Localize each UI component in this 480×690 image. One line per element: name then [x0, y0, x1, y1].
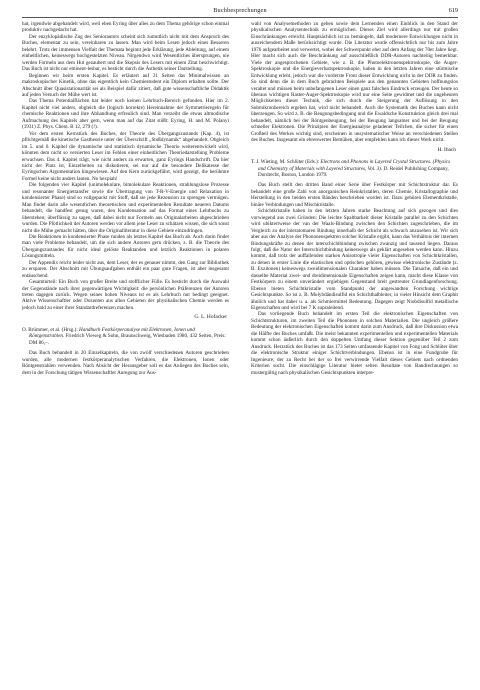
reviewer-signature: G. L. Hofacker — [194, 314, 227, 321]
paragraph: Die Reaktionen in kondensierter Phase runden als letztes Kapitel das Buch ab. Auch darin findet man viele Probleme behandelt, um die sich andere Autoren gern drücken, z. B. die Theorie des Übergangszustandes für nicht ideal gelöste Reaktanden und letzlich Reaktionen in polaren Lösungsmitteln. — [22, 233, 229, 260]
paragraph: Schichtkristalle haben in den letzten Jahren starke Beachtung auf sich gezogen und dies vorwiegend aus zwei Gründen: Die leichte Spaltbarkeit dieser Kristalle parallel zu den Schichten wird ubiktertweise der van der Waals-Bindung zwischen den Schichten zugeschrieben, die im Vergleich zu der interatomaren Bindung innerhalb der Schicht als schwach anzusehen ist. Wir sich aber aus der Analyse der Phononenspektren solcher Kristalle ergibt, kann das Verhältnis der internen Bindungskräfte zu denen der interschichtbindung zwischen zwanzig und tausend liegen. Daraus folgt, daß die Natur der Interschichtbindung keineswegs als geklärt angesehen werden kann. Hinzu kommt, daß trotz der auffallenden starken Anisotropie vieler Eigenschaften von Schichtkristallen, zu denen in erster Linie die elastischen und optischen gehören, gewisse elektronische Zustände (z. B. Exzitonen) keineswegs zweidimensionalen Charakter haben müssen. Die Tatsache, daß ein und dasselbe Material zwei- und dreidimensionale Eigenschaften zeigen kann, macht diese Klasse von Festkörpern zu einem unverändert ergiebigen Gegenstand breit gestreuter Grundlagenforschung. Ebenso bieten Schichtkristalle vom Standpunkt der angewandten Forschung wichtige Gesichtspunkte. So ist z. B. Molybdändisulfid ein Schichthalbleiter, in vieler Hinsicht dem Graphit ähnlich und hat daher u. a. als Schmiermittel Bedeutung. Dagegen zeigt Niobdisulfid metallische Eigenschaften und wird bei 7 K supraleitend. — [251, 208, 458, 312]
paragraph: Das vorliegende Buch behandelt im ersten Teil die elektronischen Eigenschaften von Schichtstrukturen, im zweiten Teil die Phononen in solchen Materialien. Die ungleich größere Bedeutung der elektronischen Eigenschaften kommt darin zum Ausdruck, daß ihre Diskussion etwa die Hälfte des Buches umfaßt. Die meist bekannten experimentellen und experimentellen Materials kommt schon äußerlich durch den doppelten Umfang dieser Sektion gegenüber Teil 2 zum Ausdruck. Herzstück des Buches ist das 173 Seiten umfassende Kapitel von Fong und Schlüter über die elektronische Struktur einiger Schichtverbindungen. Ebenso ist in eine Fundgrube für Ingenieure, der zu Recht bei der so frei verwirrende Vielfalt dieses Gebiets nach ordnenden Kriterien sucht. Die einschlägige Literatur bietet selten Resultate von Bandrechnungen so mustergültig nach physikalischen Gesichtspunkten interpre- — [251, 311, 458, 376]
paragraph: hat, irgendwie abgehandelt wird, weil eben Eyring über alles zu dem Thema gehörige schon einmal produktiv nachgedacht hat. — [22, 21, 229, 34]
reviewer-signature: H. Ibach — [437, 146, 456, 153]
paragraph: Der enzyklopädische Zug des Seniorautors scheint sich zumutlich nicht mit dem Anspruch des Buches, elementar zu sein, vereinbaren zu lassen. Man wird beim Lesen jedoch eines Besseren belehrt. Trotz der immensen Vielfalt der Themata beginnt jede Erklärung, jede Ableitung, auf einem einheitlichen, keineswegs hochgestelzten Niveau. Nirgendwo wird Wesentliches übersprungen, nie werden Formeln aus dem Hut gezaubert und die Skepsis des Lesers mit einem Zitat beschwichtigt. Das Buch ist nicht nur eminent-lesbar, es besticht durch die Ästhetik seiner Darstellung. — [22, 33, 229, 73]
header-rule — [22, 17, 458, 18]
right-column — [251, 21, 458, 686]
paragraph: Die folgenden vier Kapitel (unimolekulare, bimolekulare Reaktionen, strahlungslose Prozesse und resonanter Energietransfer sowie die Übertragung von T-R-V-Energie und Relaxation in kondensierter Phase) sind so vollgepackt mit Stoff, daß sie jede Rezension zu sprengen vermögen. Man findet darin alle wesentlichen theoretischen und experimentellen Resultate neueren Datums behandelt, die handfest genug waren, den Kondensation auf das Format eines Lehrbuchs zu überstehen; überflüssig zu sagen, daß dabei nicht nur Formeln aus Originalarbeiten abgeschrieben wurden. Die Plötlichkeit der Autoren werden vor allem jene Leser zu schätzen wissen, die sich sonst nicht die Mühe gemacht hätten, über die Originalliteratur in diese Gebiete einzudringen. — [22, 182, 229, 234]
book-reference — [22, 327, 229, 346]
paragraph: Der Appendix reicht leider nicht aus, dem Leser, der es genauer nimmt, den Gang zur Bibliothek zu ersparen. Der Abschnitt mit Übungsaufgaben enthält ein paar gute Fragen, ist aber insgesamt entäuschend. — [22, 259, 229, 279]
reference-publisher: Friedrich Vieweg & Sohn, Braunschweig, Wiesbaden 1980, 432 Seiten, Preis: DM 86,–. — [29, 333, 226, 346]
book-reference — [251, 159, 458, 178]
left-column — [22, 21, 229, 686]
paragraph: Beginnen wir beim ersten Kapitel. Es erläutert auf 21 Seiten das Minimalwissen an makroskopischer Kinetik, ohne das eigentlich kein Chemiestudent ein Diplom erhalten sollte. Der Abschnitt über Quasistationarität sei als Beispiel dafür zitiert, daß gute wissenschaftliche Didaktik auf jeden Versuch der Mühe wert ist. — [22, 72, 229, 98]
paragraph: Das Buch stellt den dritten Band einer Serie über Festkörper mit Schichtstruktur dar. Es behandelt eine große Zahl von anorganischen Reinkristallen, deren Chemie, Kristallographie und Herstellung in den beiden ersten Bänden beschrieben worden ist. Dazu gehören Elementkristalle, binäre Verbindungen und Mischkristalle. — [251, 182, 458, 208]
paragraph: Das Buch behandelt in 20 Einzelkapiteln, die von zwölf verschiedenen Autoren geschrieben wurden, alle modernen festkörperanalytischen Verfahren, die Elektronen, Ionen oder Röntgenstrahlen verwenden. Nach Absicht der Herausgeber soll es das Anliegen des Buches sein, dem in der Forschung tätigen Wissenschaftler Anregung zur Aus- — [22, 350, 229, 376]
section-title: Buchbesprechungen — [213, 7, 267, 14]
page-number: 619 — [448, 7, 458, 14]
paragraph: Das Thema Potentialflächen hat leider noch keinen Lehrbuch-Bereich gefunden. Hier im 2. Kapitel nicht viel anders, obgleich die (logisch korrekte) Hereinnahme der Symmetrieregeln für chemische Reaktionen und ihre Abhandlung erfreulich sind. Man verzeiht die etwas altmodische Aufmachung des Kapitels aber gern, wenn man auf das Zitat stößt: Eyring, H. and M. Polanyi (1931) Z. Phys. Chem. B 12, 279 (!). — [22, 98, 229, 131]
paragraph: Vor dem ersten Kernstück des Buches, der Theorie des Übergangszustands (Kap. 4), ist pflichtgemäß die kinetische Gastheorie unter der Überschrift „Stoßdynamik“ abgehandelt. Obgleich im 5. und 6. Kapitel die dynamische und statistisch dynamische Theorie weiterentwickelt wird, könnten dem nicht so versierten Leser im Fehlen einer einheitlichen Theoriedarstellung Probleme erwachsen. Das 4. Kapitel trägt, wie nicht anders zu erwarten, ganz Eyrings Handschrift. Da hier nicht der Platz ist, Einzelheiten zu diskutieren, sei nur auf die besondere Delikatesse der Eyringschen Argumentation hingewiesen. Auf den Kern zurückgeführt, wird gezeigt, die berühmte Formel keine nicht anders lauten. No hexpiah! — [22, 130, 229, 182]
paragraph: wahl von Analysemethoden zu geben sowie dem Lernenden einen Einblick in den Stand der physikalischen Analysentechnik zu ermöglichen. Dieses Ziel wird allerdings nur mit großen Einschränkungen erreicht. Hauptsächlich ist zu bemängeln, daß modernere Entwicklungen nicht in ausreichendem Maße berücksichtigt wurde. Die Literatur wurde offensichtlich nur bis zum Jahre 1976 aufgearbeitet und verwertet, wobei der Schwerpunkt eher auf dem Anfang der 70er Jahre liegt. Hier macht sich auch die Beschränkung auf ausschließlich DDR-Autoren nachteilig bemerkbar. Viele der angesprochenen Gebiete, wie z. B. die Photoelektronenspektroskopie, die Auger-Spektroskopie und die Energieverlustspektroskopie, haben in den letzten Jahren eine stürmische Entwicklung erlebt, jedoch war die vorderste Front dieser Entwicklung nicht in der DDR zu finden. So sind denn die in dem Buch gebrachten Beispiele aus den genannten Gebieten hoffnungslos veraltet und müssen beim unbefangenen Leser einen ganz falschen Eindruck erzeugen. Der heute so überaus wichtigen Raster-Auger-Spektroskopie wird nur eine Seite gewidmet und die ungeheuren Möglichkeiten dieser Technik, die sich durch die Steigerung der Auflösung in den Submikronbereich ergeben hat, wird nicht behandelt. Auch die Systematik des Buches kann nicht überzeugen. So wird z. B. die Beugungsbedingung und die Ewaldsche Konstruktion gleich drei mal behandelt, nämlich bei der Röntgenbeugung, bei der Beugung langsamer und bei der Beugung schneller Elektronen. Die Prinzipien der Energieanalyse geladener Teilchen, die sicher für einen Großteil des Werkes wichtig sind, erscheinen in unsystematischer Weise an verschiedenen Stellen des Buches. Insgesamt ein ehrenwertes Bemühen, aber empfehlen kann ich dieses Werk nicht. — [251, 21, 458, 144]
reference-title: Handbuch Festkörperanalyse mit Elektronen, Ionen und Röntgenstrahlen. — [29, 326, 195, 340]
reference-publisher: D. Reidel Publishing Company, Dordrecht, Boston, London 1979. — [258, 165, 449, 178]
reference-title: Electrons and Phonons in Layered Crystal Structures. (Physics and Chemistry of Materials with Layered Structures, Vol. 3). — [258, 159, 451, 172]
paragraph: Gesamturteil: Ein Buch von großer Breite und stofflicher Fülle. Es besticht durch die Auswahl der Gegenstände nach ihrer gegenwärtigen Wichtigkeit: die persönlichen Präferenzen der Autoren treten dagegen zurück. Wegen seines hohen Niveaus ist es als Lehrbuch nur bedingt geeignet. Aktive Wissenschaftler oder Dozenten aus allen Gebieten der physikalischen Chemie werden es jedoch bald zu einer ihrer Standardreferenzen machen. — [22, 279, 229, 311]
reference-authors: T. J. Wieting, M. Schlüter (Eds.): — [251, 159, 321, 166]
reference-authors: O. Brümmer, et al. (Hrsg.): — [22, 326, 80, 333]
